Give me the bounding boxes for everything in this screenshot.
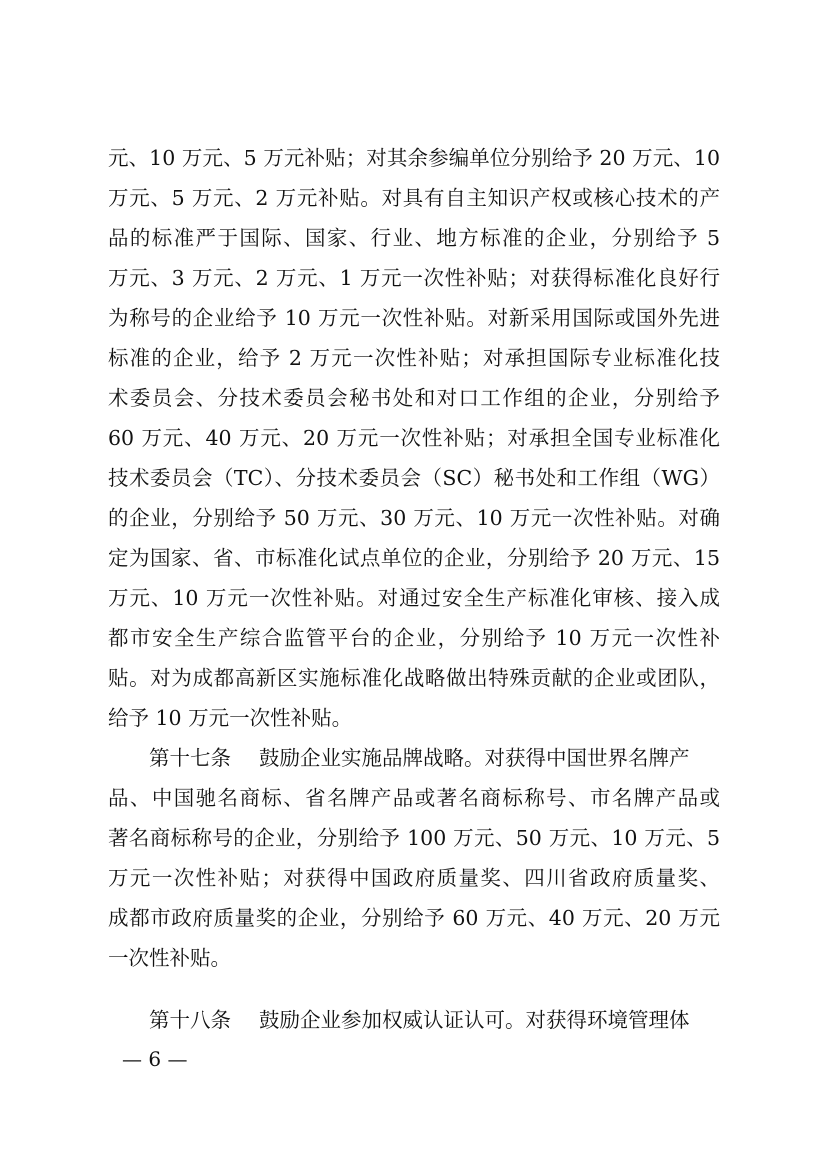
body-text-line: 品的标准严于国际、国家、行业、地方标准的企业，分别给予 5	[108, 226, 720, 250]
body-text-line: 给予 10 万元一次性补贴。	[108, 706, 353, 730]
body-text-line: 定为国家、省、市标准化试点单位的企业，分别给予 20 万元、15	[108, 546, 720, 570]
body-text-line: 技术委员会（TC）、分技术委员会（SC）秘书处和工作组（WG）	[108, 466, 720, 490]
body-text-line: 元、10 万元、5 万元补贴；对其余参编单位分别给予 20 万元、10	[108, 146, 720, 170]
body-text-line: 标准的企业，给予 2 万元一次性补贴；对承担国际专业标准化技	[108, 346, 720, 370]
article-17-line: 品、中国驰名商标、省名牌产品或著名商标称号、市名牌产品或	[108, 786, 720, 810]
body-text-line: 的企业，分别给予 50 万元、30 万元、10 万元一次性补贴。对确	[108, 506, 720, 530]
body-text-line: 万元、3 万元、2 万元、1 万元一次性补贴；对获得标准化良好行	[108, 266, 720, 290]
page-number: — 6 —	[122, 1047, 188, 1071]
body-text-line: 都市安全生产综合监管平台的企业，分别给予 10 万元一次性补	[108, 626, 720, 650]
article-17-line: 成都市政府质量奖的企业，分别给予 60 万元、40 万元、20 万元	[108, 906, 720, 930]
body-text-line: 术委员会、分技术委员会秘书处和对口工作组的企业，分别给予	[108, 386, 720, 410]
article-17-line: 一次性补贴。	[108, 946, 231, 970]
body-text-line: 为称号的企业给予 10 万元一次性补贴。对新采用国际或国外先进	[108, 306, 720, 330]
article-18-number: 第十八条	[149, 1008, 231, 1032]
article-17-number: 第十七条	[149, 746, 231, 770]
article-17-line: 万元一次性补贴；对获得中国政府质量奖、四川省政府质量奖、	[108, 866, 720, 890]
article-18-first-line	[149, 1000, 720, 1040]
body-text-line: 万元、5 万元、2 万元补贴。对具有自主知识产权或核心技术的产	[108, 186, 720, 210]
body-text-line: 60 万元、40 万元、20 万元一次性补贴；对承担全国专业标准化	[108, 426, 720, 450]
body-text-line: 万元、10 万元一次性补贴。对通过安全生产标准化审核、接入成	[108, 586, 720, 610]
article-18-text: 鼓励企业参加权威认证认可。对获得环境管理体	[259, 1008, 690, 1032]
article-17-text: 鼓励企业实施品牌战略。对获得中国世界名牌产	[259, 746, 690, 770]
article-17-first-line	[149, 738, 720, 778]
body-text-line: 贴。对为成都高新区实施标准化战略做出特殊贡献的企业或团队，	[108, 666, 720, 690]
article-17-line: 著名商标称号的企业，分别给予 100 万元、50 万元、10 万元、5	[108, 826, 720, 850]
